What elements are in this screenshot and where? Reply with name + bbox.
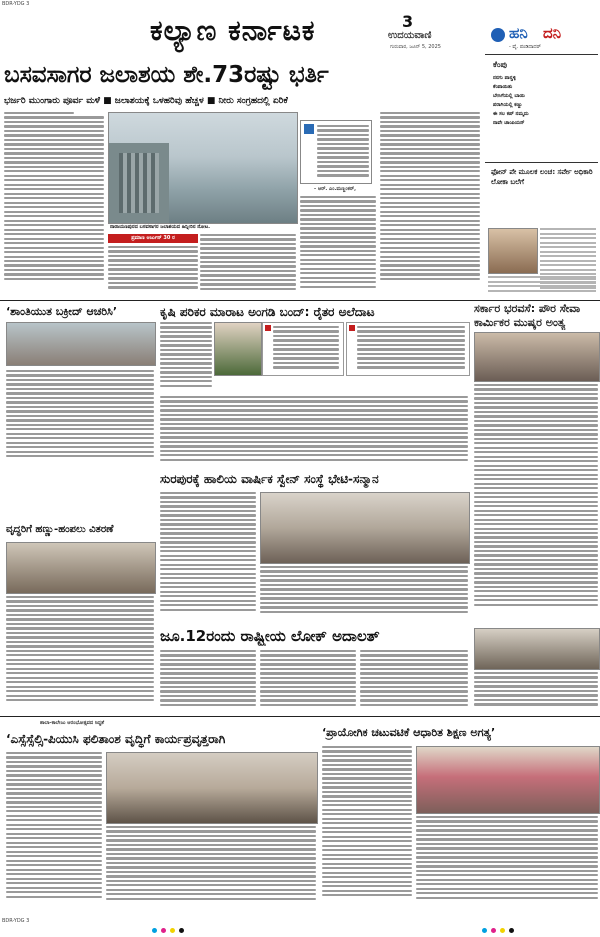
hanidani-author: - ವೈ. ಪಂಡಿದಾದರ್	[509, 44, 541, 50]
poem-line: ಪರಾಗಿಯಲ್ಲಿ ಕಣ್ಣು	[493, 102, 523, 108]
side-story-headline: ಫೋನ್ ಪೇ ಮೂಲಕ ಲಂಚ: ಸರ್ವೇ ಅಧಿಕಾರಿ ಲೋಕಾ ಬಲೆಗೆ	[491, 168, 593, 186]
brand-name: ಉದಯವಾಣಿ	[388, 30, 432, 41]
practical-headline: ‘ಪ್ರಾಯೋಗಿಕ ಚಟುವಟಿಕೆ ಆಧಾರಿತ ಶಿಕ್ಷಣ ಅಗತ್ಯ’	[322, 726, 496, 739]
lead-body-col4	[300, 196, 376, 296]
farmer-photo	[214, 322, 262, 376]
masthead	[0, 10, 480, 56]
lead-photo-caption: ನಾರಾಯಣಪುರದ ಬಸವಸಾಗರ ಜಲಾಶಯದ ಹಿನ್ನೀರಿನ ನೋಟ.	[110, 224, 210, 230]
hanidani-column	[485, 22, 598, 210]
sslc-meeting-photo	[106, 752, 318, 824]
page-reference: BDR-YDG 3	[2, 1, 30, 7]
practical-photo	[416, 746, 600, 814]
court-photo	[474, 628, 600, 670]
quote-icon	[304, 124, 314, 134]
hanidani-logo-text-b: ದನಿ	[543, 24, 562, 42]
poem-line: ಈ ಸಲ ಕಪ್ ನಮ್ಮದು	[493, 111, 529, 117]
hanidani-logo-icon	[491, 28, 505, 42]
dam-photo	[108, 112, 298, 224]
adalat-body-col2	[260, 650, 356, 712]
poem-line: ನನಗು ಪಾನ್ಚಳ್ಳಿ	[493, 75, 516, 81]
elders-photo	[6, 542, 156, 594]
lead-subheadline: ಭರ್ಜರಿ ಮುಂಗಾರು ಪೂರ್ವ ಮಳೆ ■ ಜಲಾಶಯಕ್ಕೆ ಒಳಹರಿವು ಹೆಚ್ಚಳ ■ ನೀರು ಸಂಗ್ರಹದಲ್ಲಿ ಏರಿಕೆ	[4, 96, 288, 106]
agri-quote-box-2	[346, 322, 470, 376]
poem-line: ಕೆಂಪಾಯಿತು	[493, 84, 513, 90]
sslc-headline: ‘ಎಸ್ಸೆಸ್ಸೆಲ್ಸಿ-ಪಿಯುಸಿ ಫಲಿತಾಂಶ ವೃದ್ಧಿಗೆ ಕಾರ್ಯಪ್ರವೃತ್ತರಾಗಿ	[6, 732, 226, 746]
section-title: ಕಲ್ಯಾಣ ಕರ್ನಾಟಕ	[150, 14, 316, 47]
elders-body	[6, 596, 154, 712]
lead-body-col1	[4, 112, 104, 296]
lead-headline: ಬಸವಸಾಗರ ಜಲಾಶಯ ಶೇ.73ರಷ್ಟು ಭರ್ತಿ	[4, 62, 329, 88]
agri-quote-box-1	[262, 322, 344, 376]
issue-date: ಗುರುವಾರ, ಜೂನ್ 5, 2025	[390, 44, 441, 50]
hanidani-logo-text-a: ಹನಿ	[509, 24, 528, 42]
lead-body-col3	[200, 234, 296, 294]
shanti-headline: ‘ಶಾಂತಿಯುತ ಬಕ್ರೀದ್ ಆಚರಿಸಿ’	[6, 305, 118, 318]
adalat-headline: ಜೂ.12ರಂದು ರಾಷ್ಟ್ರೀಯ ಲೋಕ್ ಅದಾಲತ್	[160, 627, 380, 645]
note-title: ಪ್ರಮಾಣ ಅರ್ಜುನ್ 30 ರ	[108, 234, 198, 243]
meeting-photo	[6, 322, 156, 366]
sarkar-body	[474, 384, 598, 624]
lead-body-col5	[380, 112, 480, 296]
officer-photo	[488, 228, 538, 274]
poem-line: ಬೇಸಿಗೆಯಲ್ಲಿ ಬಾಯಿ	[493, 93, 525, 99]
lead-body-col2	[108, 234, 198, 294]
elders-headline: ವೃದ್ಧರಿಗೆ ಹಣ್ಣು-ಹಂಪಲು ವಿತರಣೆ	[6, 524, 114, 535]
poem-body	[493, 74, 529, 128]
sarkar-headline: ಸರ್ಕಾರ ಭರವಸೆ: ಪೌರ ಸೇವಾ ಕಾರ್ಮಿಕರ ಮುಷ್ಕರ ಅಂತ್ಯ	[474, 302, 581, 329]
workers-photo	[474, 332, 600, 382]
parliament-headline: ಸುರಪುರಕ್ಕೆ ಹಾಲಿಯ ವಾರ್ಷಿಕ ಸ್ವೇನ್ ಸಂಸ್ಥೆ ಭೇಟಿ-ಸನ್ಮಾನ	[160, 472, 379, 486]
agri-headline: ಕೃಷಿ ಪರಿಕರ ಮಾರಾಟ ಅಂಗಡಿ ಬಂದ್: ರೈತರ ಅಲೆದಾಟ	[160, 305, 375, 319]
sslc-kicker: ಶಾಲಾ-ಕಾಲೇಜು ಆರಂಭೋತ್ಸವದ ಸಿದ್ಧತೆ	[40, 720, 105, 726]
lead-author: - ಆರ್. ಎಂ.ಮಣ್ಣಂಕರ್,	[314, 186, 356, 192]
poem-title: ಕೆಂಪು	[493, 60, 507, 69]
shanti-body	[6, 370, 154, 466]
agri-body-col1	[160, 322, 212, 394]
adalat-body-col3	[360, 650, 468, 712]
footer-page-ref: BDR-YDG 3	[2, 918, 30, 924]
practical-body-col1	[322, 746, 412, 912]
poem-line: ನಾವೇ ಚಾಂಪಿಯನ್	[493, 120, 525, 126]
sslc-body-col1	[6, 752, 102, 912]
pullquote-box	[300, 120, 372, 184]
group-photo	[260, 492, 470, 564]
adalat-body-col1	[160, 650, 256, 712]
parliament-body-col1	[160, 492, 256, 622]
page-number: 3	[402, 12, 414, 31]
agri-body	[160, 396, 468, 468]
